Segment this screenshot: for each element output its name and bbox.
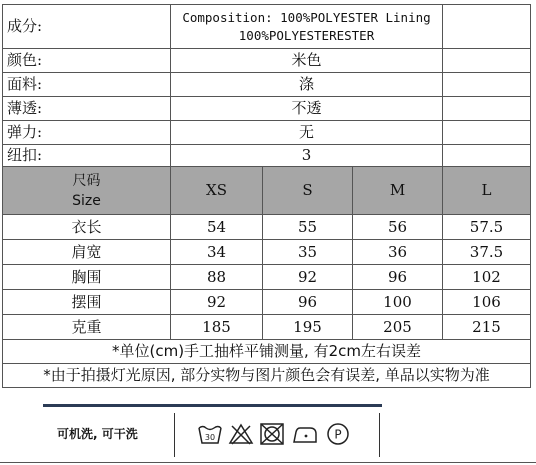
measure-value: 92 <box>263 265 353 290</box>
measure-value: 100 <box>353 290 443 315</box>
measure-row-chest <box>3 265 531 290</box>
size-header-row <box>3 167 531 215</box>
measure-value: 37.5 <box>443 240 531 265</box>
size-header-l: L <box>443 167 531 215</box>
measure-value: 54 <box>171 215 263 240</box>
spec-table <box>2 4 531 388</box>
composition-label: 成分: <box>3 5 171 49</box>
dryclean-letter: P <box>334 427 342 442</box>
size-header-label <box>3 167 171 215</box>
measure-value: 88 <box>171 265 263 290</box>
fabric-value: 涤 <box>171 73 443 97</box>
measure-name: 肩宽 <box>3 240 171 265</box>
measure-value: 185 <box>171 315 263 340</box>
measure-row-weight <box>3 315 531 340</box>
measure-value: 102 <box>443 265 531 290</box>
iron-low-icon <box>291 422 319 446</box>
measure-value: 36 <box>353 240 443 265</box>
measure-row-length <box>3 215 531 240</box>
wash-temp: 30 <box>204 433 216 442</box>
bottom-rule <box>0 462 536 463</box>
measure-row-shoulder <box>3 240 531 265</box>
care-label-text: 可机洗, 可干洗 <box>57 427 138 441</box>
color-value: 米色 <box>171 49 443 73</box>
sheer-row <box>3 97 531 121</box>
no-bleach-icon <box>228 422 254 446</box>
size-header-s: S <box>263 167 353 215</box>
stretch-value: 无 <box>171 121 443 145</box>
measure-name: 克重 <box>3 315 171 340</box>
stretch-row <box>3 121 531 145</box>
sheer-label: 薄透: <box>3 97 171 121</box>
buttons-value: 3 <box>171 145 443 167</box>
measure-name: 胸围 <box>3 265 171 290</box>
color-extra-cell <box>443 49 531 73</box>
measure-row-hem <box>3 290 531 315</box>
note-row-2 <box>3 364 531 388</box>
measure-value: 106 <box>443 290 531 315</box>
sheer-value: 不透 <box>171 97 443 121</box>
buttons-row <box>3 145 531 167</box>
fabric-row <box>3 73 531 97</box>
measure-value: 215 <box>443 315 531 340</box>
size-header-label-en: Size <box>72 192 101 209</box>
note-row-1 <box>3 340 531 364</box>
composition-value: Composition: 100%POLYESTER Lining 100%POLYESTERESTER <box>171 5 443 49</box>
care-label-box <box>43 404 382 461</box>
measure-value: 92 <box>171 290 263 315</box>
measure-value: 55 <box>263 215 353 240</box>
color-row <box>3 49 531 73</box>
size-header-xs: XS <box>171 167 263 215</box>
sheer-extra-cell <box>443 97 531 121</box>
color-disclaimer-note: *由于拍摄灯光原因, 部分实物与图片颜色会有误差, 单品以实物为准 <box>3 364 531 388</box>
fabric-extra-cell <box>443 73 531 97</box>
buttons-extra-cell <box>443 145 531 167</box>
stretch-label: 弹力: <box>3 121 171 145</box>
wash-30-icon <box>197 422 223 446</box>
measure-value: 56 <box>353 215 443 240</box>
no-tumble-dry-icon <box>259 422 285 446</box>
size-header-m: M <box>353 167 443 215</box>
measure-value: 195 <box>263 315 353 340</box>
measure-value: 205 <box>353 315 443 340</box>
size-header-label-zh: 尺码 <box>72 172 101 189</box>
buttons-label: 纽扣: <box>3 145 171 167</box>
stretch-extra-cell <box>443 121 531 145</box>
measure-name: 摆围 <box>3 290 171 315</box>
measure-name: 衣长 <box>3 215 171 240</box>
composition-extra-cell <box>443 5 531 49</box>
dry-clean-p-icon <box>325 422 351 446</box>
fabric-label: 面料: <box>3 73 171 97</box>
measure-value: 96 <box>263 290 353 315</box>
measure-value: 34 <box>171 240 263 265</box>
care-divider <box>174 413 175 457</box>
measure-value: 57.5 <box>443 215 531 240</box>
measure-value: 96 <box>353 265 443 290</box>
measurement-note: *单位(cm)手工抽样平铺测量, 有2cm左右误差 <box>3 340 531 364</box>
composition-row <box>3 5 531 49</box>
measure-value: 35 <box>263 240 353 265</box>
color-label: 颜色: <box>3 49 171 73</box>
care-divider-right <box>379 413 380 457</box>
